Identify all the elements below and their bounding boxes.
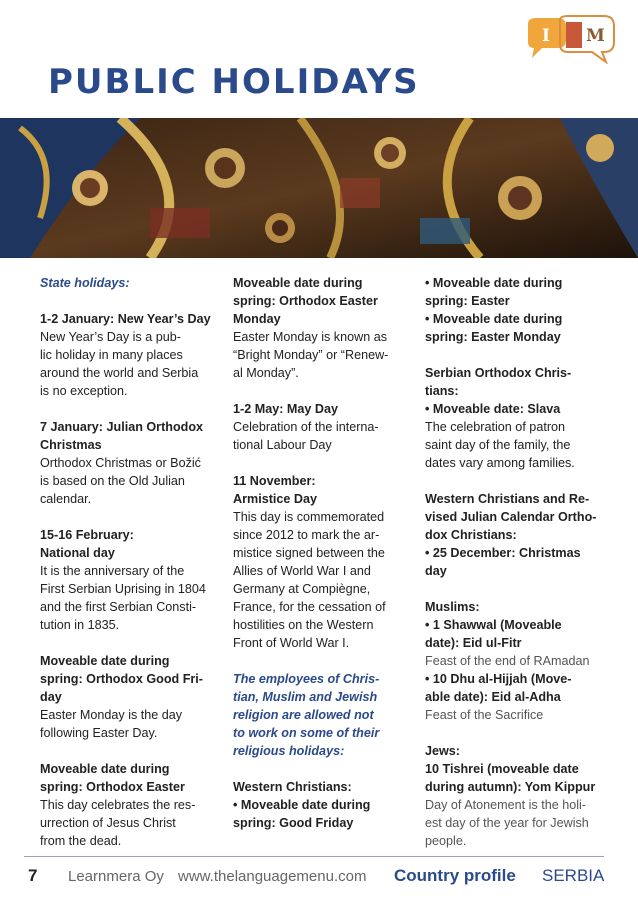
entry-title: • 10 Dhu al-Hijjah (Move-	[425, 672, 572, 686]
logo-letter-m: M	[586, 26, 605, 46]
entry-national-day	[40, 526, 218, 634]
entry-text: Easter Monday is the day	[40, 708, 183, 722]
entry-title: tians:	[425, 384, 459, 398]
entry-title: date): Eid ul-Fitr	[425, 636, 522, 650]
note-text: tian, Muslim and Jewish	[233, 690, 378, 704]
entry-text: It is the anniversary of the	[40, 564, 185, 578]
entry-title: • Moveable date during	[425, 312, 563, 326]
entry-text: following Easter Day.	[40, 726, 158, 740]
entry-title: spring: Easter	[425, 294, 510, 308]
entry-text: Orthodox Christmas or Božić	[40, 456, 201, 470]
entry-title: day	[40, 690, 62, 704]
religious-holidays-note	[233, 670, 411, 760]
entry-orthodox-easter	[40, 760, 218, 850]
page-title: PUBLIC HOLIDAYS	[48, 62, 420, 102]
entry-text: dates vary among families.	[425, 456, 575, 470]
banner-image	[0, 118, 638, 258]
entry-text: “Bright Monday” or “Renew-	[233, 348, 389, 362]
footer-divider	[24, 856, 604, 857]
entry-text: tution in 1835.	[40, 618, 120, 632]
entry-title: • 25 December: Christmas	[425, 546, 581, 560]
entry-christmas-day	[425, 490, 607, 580]
column-3	[425, 274, 607, 868]
entry-yom-kippur	[425, 742, 607, 850]
entry-title: 11 November:	[233, 474, 316, 488]
entry-text: Allies of World War I and	[233, 564, 371, 578]
note-text: to work on some of their	[233, 726, 380, 740]
entry-text: Feast of the end of RAmadan	[425, 654, 590, 668]
entry-text: around the world and Serbia	[40, 366, 199, 380]
footer-section-title: Country profile	[394, 866, 516, 885]
entry-text: Easter Monday is known as	[233, 330, 387, 344]
entry-title: • Moveable date during	[425, 276, 563, 290]
logo-letter-i: I	[542, 26, 550, 46]
entry-armistice-day	[233, 472, 411, 652]
entry-text: France, for the cessation of	[233, 600, 386, 614]
entry-title: • Moveable date during	[233, 798, 371, 812]
entry-text: is no exception.	[40, 384, 128, 398]
entry-text: New Year’s Day is a pub-	[40, 330, 181, 344]
entry-title: Armistice Day	[233, 492, 317, 506]
entry-muslim-holidays	[425, 598, 607, 724]
footer-country: SERBIA	[542, 866, 605, 885]
entry-title: Western Christians and Re-	[425, 492, 590, 506]
entry-text: calendar.	[40, 492, 92, 506]
iconography-painting-icon	[0, 118, 638, 258]
entry-title: spring: Orthodox Easter	[40, 780, 185, 794]
entry-title: Muslims:	[425, 600, 480, 614]
entry-title: Western Christians:	[233, 780, 352, 794]
entry-text: lic holiday in many places	[40, 348, 183, 362]
entry-title: spring: Orthodox Easter	[233, 294, 378, 308]
footer-url-link[interactable]: www.thelanguagemenu.com	[178, 868, 367, 885]
entry-title: Jews:	[425, 744, 461, 758]
entry-orthodox-easter-monday	[233, 274, 411, 382]
entry-title: able date): Eid al-Adha	[425, 690, 561, 704]
entry-new-years-day	[40, 310, 218, 400]
entry-text: urrection of Jesus Christ	[40, 816, 176, 830]
note-text: The employees of Chris-	[233, 672, 380, 686]
entry-text: est day of the year for Jewish	[425, 816, 589, 830]
entry-text: First Serbian Uprising in 1804	[40, 582, 206, 596]
entry-title: day	[425, 564, 447, 578]
entry-text: hostilities on the Western	[233, 618, 374, 632]
entry-title: spring: Orthodox Good Fri-	[40, 672, 203, 686]
entry-text: This day celebrates the res-	[40, 798, 196, 812]
entry-western-good-friday	[233, 778, 411, 832]
entry-title: 10 Tishrei (moveable date	[425, 762, 579, 776]
entry-title: vised Julian Calendar Ortho-	[425, 510, 597, 524]
footer-company: Learnmera Oy	[68, 868, 164, 885]
entry-slava	[425, 364, 607, 472]
entry-text: al Monday”.	[233, 366, 299, 380]
entry-text: mistice signed between the	[233, 546, 385, 560]
entry-text: Feast of the Sacrifice	[425, 708, 544, 722]
entry-title: 7 January: Julian Orthodox	[40, 420, 204, 434]
entry-orthodox-christmas	[40, 418, 218, 508]
entry-text: This day is commemorated	[233, 510, 385, 524]
entry-title: Moveable date during	[40, 762, 170, 776]
entry-title: Moveable date during	[233, 276, 363, 290]
entry-text: and the first Serbian Consti-	[40, 600, 197, 614]
entry-text: Germany at Compiègne,	[233, 582, 371, 596]
entry-orthodox-good-friday	[40, 652, 218, 742]
entry-text: people.	[425, 834, 467, 848]
entry-text: saint day of the family, the	[425, 438, 571, 452]
entry-text: Celebration of the interna-	[233, 420, 379, 434]
logo-speech-bubbles-icon	[522, 14, 618, 64]
entry-title: dox Christians:	[425, 528, 517, 542]
entry-title: Moveable date during	[40, 654, 170, 668]
entry-title: spring: Good Friday	[233, 816, 354, 830]
entry-may-day	[233, 400, 411, 454]
page-number: 7	[28, 866, 38, 885]
entry-title: 1-2 January: New Year’s Day	[40, 312, 211, 326]
column-1	[40, 274, 218, 868]
entry-title: Christmas	[40, 438, 102, 452]
entry-western-easter	[425, 274, 607, 346]
logo	[522, 14, 618, 64]
entry-text: Front of World War I.	[233, 636, 350, 650]
entry-title: Monday	[233, 312, 281, 326]
entry-text: since 2012 to mark the ar-	[233, 528, 380, 542]
entry-text: is based on the Old Julian	[40, 474, 185, 488]
entry-title: 15-16 February:	[40, 528, 134, 542]
entry-title: spring: Easter Monday	[425, 330, 561, 344]
entry-title: Serbian Orthodox Chris-	[425, 366, 572, 380]
entry-title: • 1 Shawwal (Moveable	[425, 618, 562, 632]
entry-title: • Moveable date: Slava	[425, 402, 561, 416]
column-2	[233, 274, 411, 850]
state-holidays-heading: State holidays:	[40, 276, 130, 290]
note-text: religious holidays:	[233, 744, 345, 758]
footer	[28, 864, 608, 892]
note-text: religion are allowed not	[233, 708, 374, 722]
entry-text: tional Labour Day	[233, 438, 332, 452]
entry-title: National day	[40, 546, 115, 560]
entry-text: Day of Atonement is the holi-	[425, 798, 587, 812]
entry-title: 1-2 May: May Day	[233, 402, 338, 416]
entry-title: during autumn): Yom Kippur	[425, 780, 596, 794]
entry-text: The celebration of patron	[425, 420, 566, 434]
entry-text: from the dead.	[40, 834, 122, 848]
